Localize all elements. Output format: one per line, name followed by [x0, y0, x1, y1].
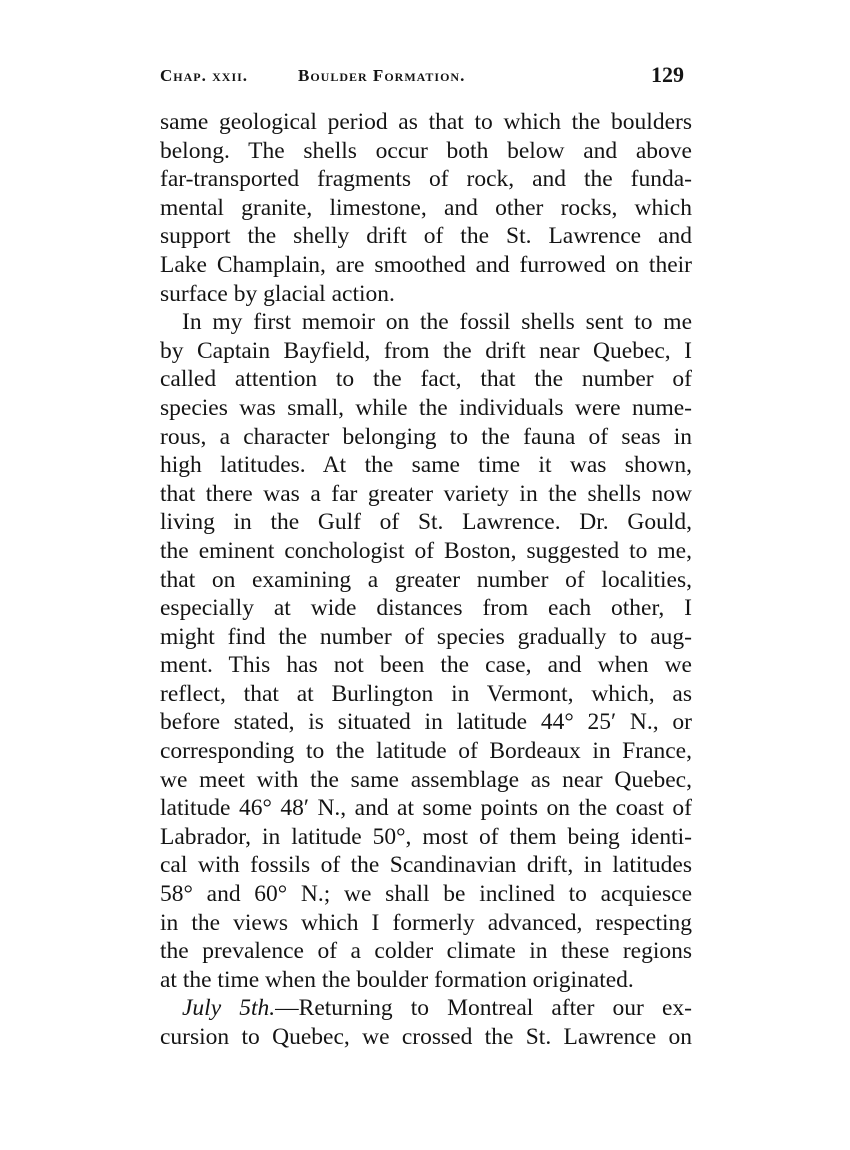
text-line: In my first memoir on the fossil shells sent to me: [182, 309, 692, 336]
text-line: rous, a character belonging to the fauna of seas in: [160, 423, 692, 450]
text-fragment: —Returning to Montreal after our ex-: [275, 995, 692, 1022]
text-line: ment. This has not been the case, and when we: [160, 652, 692, 679]
paragraph-3: [160, 994, 692, 1051]
paragraph-2: [160, 308, 692, 994]
paragraph-1: [160, 108, 692, 308]
text-line: far-transported fragments of rock, and the funda-: [160, 166, 692, 193]
text-line: the prevalence of a colder climate in these regions: [160, 938, 692, 965]
text-line: living in the Gulf of St. Lawrence. Dr. Gould,: [160, 509, 692, 536]
chapter-title: Boulder Formation.: [298, 66, 466, 85]
text-line: support the shelly drift of the St. Lawrence and: [160, 223, 692, 250]
text-line: in the views which I formerly advanced, respecting: [160, 909, 692, 936]
text-line: belong. The shells occur both below and above: [160, 137, 692, 164]
text-line: before stated, is situated in latitude 44° 25′ N., or: [160, 709, 692, 736]
text-line: species was small, while the individuals were nume-: [160, 394, 692, 421]
text-line: reflect, that at Burlington in Vermont, which, as: [160, 680, 692, 707]
text-line: that there was a far greater variety in the shells now: [160, 480, 692, 507]
text-line: same geological period as that to which the boulders: [160, 109, 692, 135]
text-line: surface by glacial action.: [160, 280, 395, 307]
text-line: especially at wide distances from each other, I: [160, 595, 692, 622]
text-line: cal with fossils of the Scandinavian drift, in latitudes: [160, 852, 692, 879]
text-line: we meet with the same assemblage as near Quebec,: [160, 766, 692, 793]
page-number: 129: [651, 62, 684, 87]
text-line: might find the number of species gradually to aug-: [160, 623, 692, 650]
text-line: at the time when the boulder formation originated.: [160, 966, 634, 993]
text-line: high latitudes. At the same time it was shown,: [160, 452, 692, 479]
text-line: corresponding to the latitude of Bordeaux in France,: [160, 738, 692, 765]
text-line: that on examining a greater number of localities,: [160, 566, 692, 593]
text-line: Lake Champlain, are smoothed and furrowed on their: [160, 251, 692, 278]
text-line: called attention to the fact, that the number of: [160, 366, 692, 393]
text-line: by Captain Bayfield, from the drift near Quebec, I: [160, 337, 692, 364]
journal-date: July 5th.: [182, 995, 276, 1022]
text-line: [160, 994, 692, 1023]
text-line: Labrador, in latitude 50°, most of them being identi-: [160, 823, 692, 850]
text-line: latitude 46° 48′ N., and at some points on the coast of: [160, 795, 692, 822]
running-header: [160, 62, 686, 92]
chapter-label: Chap. xxii.: [160, 66, 249, 85]
text-line: 58° and 60° N.; we shall be inclined to acquiesce: [160, 881, 692, 908]
text-line: the eminent conchologist of Boston, suggested to me,: [160, 537, 692, 564]
body-text: [160, 108, 692, 1052]
text-line: mental granite, limestone, and other rocks, which: [160, 194, 692, 221]
text-line: cursion to Quebec, we crossed the St. Lawrence on: [160, 1024, 692, 1050]
